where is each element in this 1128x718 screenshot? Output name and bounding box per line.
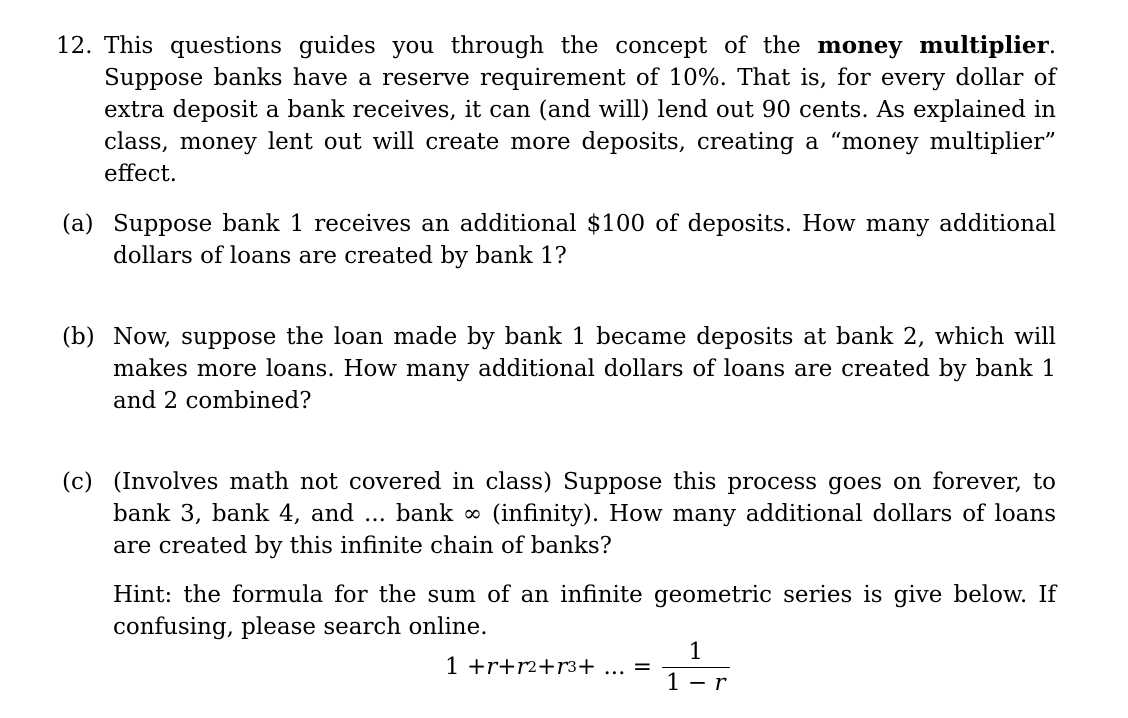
part-c <box>56 466 1056 643</box>
part-a-text: Suppose bank 1 receives an additional $100 of deposits. How many additional dollars of loans are created by bank 1? <box>113 211 1056 269</box>
denominator-one-minus: 1 − <box>665 669 715 696</box>
formula-r: r <box>486 654 498 680</box>
formula-plus-1: + <box>497 654 517 680</box>
part-b-label: (b) <box>62 324 95 350</box>
intro-text-end: . Suppose banks have a reserve requirement of 10%. That is, for every dollar of extra deposit a bank receives, it can (and will) lend out 90 cents. As explained in class, money lent out will create more deposits, creating a “money multiplier” effect. <box>104 33 1056 187</box>
part-a <box>56 208 1056 272</box>
formula-exponent-3: 3 <box>567 658 577 676</box>
formula-r-cubed-base: r <box>556 654 568 680</box>
formula-tail: + ... = <box>576 654 652 680</box>
formula-exponent-2: 2 <box>527 658 538 676</box>
formula-r-squared-base: r <box>516 654 528 680</box>
formula-lhs-one: 1 + <box>445 654 487 680</box>
question-stem <box>56 30 1056 190</box>
part-a-label: (a) <box>62 211 94 237</box>
part-c-text: (Involves math not covered in class) Suppose this process goes on forever, to bank 3, bank 4, and ... bank ∞ (infinity). How many additional dollars of loans are created by this infinite chain of banks? <box>113 469 1056 559</box>
intro-bold-term: money multiplier <box>817 32 1049 59</box>
intro-text-start: This questions guides you through the concept of the <box>104 33 818 59</box>
denominator-r: r <box>714 669 726 696</box>
geometric-series-formula <box>445 632 730 702</box>
question-number: 12. <box>56 33 93 59</box>
part-b <box>56 321 1056 417</box>
fraction-numerator: 1 <box>688 638 704 665</box>
formula-fraction <box>662 639 730 696</box>
part-b-text: Now, suppose the loan made by bank 1 became deposits at bank 2, which will makes more loans. How many additional dollars of loans are created by bank 1 and 2 combined? <box>113 324 1056 414</box>
question-block <box>56 30 1056 643</box>
hint-text: Hint: the formula for the sum of an infinite geometric series is give below. If confusing, please search online. <box>113 582 1056 640</box>
fraction-denominator <box>662 667 730 696</box>
formula-plus-2: + <box>537 654 557 680</box>
part-c-label: (c) <box>62 469 93 495</box>
question-intro <box>104 30 1056 190</box>
